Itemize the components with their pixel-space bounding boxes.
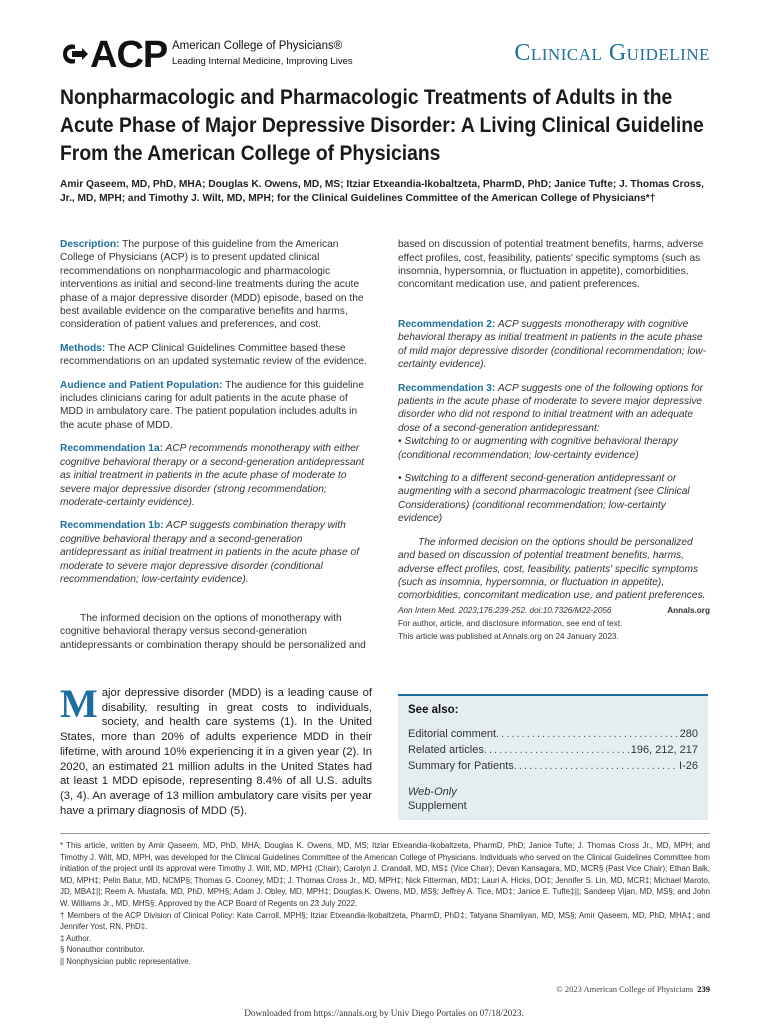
recommendation-2 bbox=[398, 318, 710, 372]
rec2-label: Recommendation 2: bbox=[398, 319, 496, 330]
audience-text: The audience for this guideline includes clinicians caring for adult patients in the acute phase of MDD in ambulatory care. The patient population includes adults in the acute phase of MDD. bbox=[60, 379, 364, 431]
abstract-right-recs bbox=[398, 318, 710, 613]
rec1b-label: Recommendation 1b: bbox=[60, 520, 164, 532]
footnote-divider bbox=[60, 833, 710, 834]
org-name: American College of Physicians® bbox=[172, 40, 343, 52]
citation-row bbox=[398, 604, 710, 617]
abstract-methods bbox=[60, 342, 370, 369]
methods-label: Methods: bbox=[60, 342, 106, 354]
article-title: Nonpharmacologic and Pharmacologic Treatments of Adults in the Acute Phase of Major Depressive Disorder: A Living Clinical Guideline From the American College of Physicians bbox=[60, 86, 704, 165]
see-also-label: Summary for Patients bbox=[408, 760, 514, 772]
page-number: 239 bbox=[697, 984, 710, 994]
see-also-item[interactable] bbox=[408, 744, 698, 756]
audience-label: Audience and Patient Population: bbox=[60, 379, 223, 391]
org-tagline: Leading Internal Medicine, Improving Lives bbox=[172, 56, 353, 67]
description-label: Description: bbox=[60, 239, 120, 250]
see-also-item[interactable] bbox=[408, 760, 698, 772]
footnote: ‡ Author. bbox=[60, 933, 92, 943]
rec1b-note-part1 bbox=[60, 612, 370, 652]
abstract-audience bbox=[60, 379, 370, 433]
abstract-description bbox=[60, 238, 370, 332]
body-intro bbox=[60, 681, 372, 818]
disclosure-info: For author, article, and disclosure information, see end of text. bbox=[398, 619, 623, 628]
logo-acp-text: ACP bbox=[90, 34, 168, 76]
rec1a-label: Recommendation 1a: bbox=[60, 443, 164, 455]
citation: Ann Intern Med. 2023;176:239-252. doi:10.7326/M22-2056 bbox=[398, 606, 612, 615]
rec3-note: The informed decision on the options should be personalized and based on discussion of potential treatment benefits, harms, adverse effect profiles, cost, feasibility, patients' specific symptoms (such as insomnia, hypersomnia, or fluctuation in appetite), comorbidities, concomitant medication use, and patient preferences. bbox=[398, 536, 706, 602]
rec1a-text: ACP recommends monotherapy with either cognitive behavioral therapy or a second-generation antidepressant as initial treatment in patients in the acute phase of moderate to severe major depressive disorder (strong recommendation; moderate-certainty evidence). bbox=[60, 443, 365, 508]
drop-cap: M bbox=[60, 681, 98, 726]
rec3-bullet-2: • Switching to a different second-generation antidepressant or augmenting with a second pharmacologic treatment (see Clinical Considerations) (conditional recommendation; low-certainty evidence) bbox=[398, 473, 690, 525]
description-text: The purpose of this guideline from the American College of Physicians (ACP) is to present updated clinical recommendations on nonpharmacologic and pharmacologic interventions as initial and second-line treatments during the acute phase of a major depressive disorder (MDD) episode, based on the best available evidence on the comparative benefits and harms, consideration of patient values and preferences, and cost. bbox=[60, 239, 364, 331]
copyright-line bbox=[556, 984, 710, 994]
recommendation-3 bbox=[398, 382, 710, 436]
footnote: || Nonphysician public representative. bbox=[60, 956, 191, 966]
see-also-item[interactable] bbox=[408, 728, 698, 740]
footnotes bbox=[60, 840, 710, 968]
rec3-text: ACP suggests one of the following options for patients in the acute phase of moderate to severe major depressive disorder who did not respond to initial treatment with an adequate dose of a second-generation antidepressant: bbox=[398, 382, 704, 434]
supplement-link[interactable]: Supplement bbox=[408, 800, 467, 812]
footnote: § Nonauthor contributor. bbox=[60, 945, 145, 955]
recommendation-1a bbox=[60, 442, 370, 509]
footnote: † Members of the ACP Division of Clinical Policy: Kate Carroll, MPH§; Itziar Etxeandia-Ikobaltzeta, PharmD, PhD‡; Tatyana Shamliyan, MD, MS§; Amir Qaseem, MD, PhD, MHA‡; and Jennifer Yost, RN, PhD‡. bbox=[60, 910, 710, 932]
rec3-label: Recommendation 3: bbox=[398, 382, 496, 394]
acp-logo-icon bbox=[60, 40, 90, 68]
section-tag: Clinical Guideline bbox=[514, 40, 710, 66]
download-notice: Downloaded from https://annals.org by Univ Diego Portales on 07/18/2023. bbox=[244, 1008, 524, 1018]
see-also-page: I-26 bbox=[679, 760, 698, 772]
see-also-label: Editorial comment bbox=[408, 728, 497, 740]
rec1b-note-part2 bbox=[398, 238, 710, 306]
abstract-left-column bbox=[60, 238, 370, 586]
methods-text: The ACP Clinical Guidelines Committee based these recommendations on an updated systematic review of the evidence. bbox=[60, 342, 367, 368]
rec1b-note-text: The informed decision on the options of monotherapy with cognitive behavioral therapy versus second-generation antidepressants or combination therapy should be personalized and bbox=[60, 613, 366, 651]
web-only-label: Web-Only bbox=[408, 786, 457, 798]
copyright-text: © 2023 American College of Physicians bbox=[556, 984, 694, 994]
acp-logo bbox=[60, 36, 360, 76]
see-also-heading: See also: bbox=[408, 704, 459, 716]
publication-note: This article was published at Annals.org on 24 January 2023. bbox=[398, 632, 619, 641]
recommendation-1b bbox=[60, 519, 370, 586]
rec1b-note-continued: based on discussion of potential treatment benefits, harms, adverse effect profiles, cost, feasibility, patients' specific symptoms (such as insomnia, hypersomnia, or fluctuation in appetite), comorbidities, concomitant medication use, and patient preferences. bbox=[398, 239, 704, 291]
article-meta bbox=[398, 604, 710, 643]
journal-site-link[interactable]: Annals.org bbox=[667, 606, 710, 615]
footnote: * This article, written by Amir Qaseem, MD, PhD, MHA; Douglas K. Owens, MD, MS; Itziar Etxeandia-Ikobaltzeta, PharmD, PhD; Janice Tufte; J. Thomas Cross Jr., MD, MPH; and Timothy J. Wilt, MD, MPH, was developed for the Clinical Guidelines Committee of the American College of Physicians. Individuals who served on the Clinical Guidelines Committee from initiation of the project until its approval were Timothy J. Wilt, MD, MPH‡ (Chair); Carolyn J. Crandall, MD, MS‡ (Vice Chair); Devan Kansagara, MD, MCR§ (Past Vice Chair); Ethan Balk, MD, MPH‡; Pelin Batur, MD, NCMP§; Thomas G. Cooney, MD‡; J. Thomas Cross Jr., MD, MPH‡; Nick Fitterman, MD‡; Lauri A. Hicks, DO‡; Jennifer S. Lin, MD, MCR‡; Michael Maroto, JD, MBA‡||; Reem A. Mustafa, MD, PhD, MPH§; Adam J. Obley, MD, MPH‡; Douglas K. Owens, MD, MS§; Jeffrey A. Tice, MD‡; Janice E. Tufte‡||; Sandeep Vijan, MD, MS§; and John W. Williams Jr., MD, MHS§. Approved by the ACP Board of Regents on 23 July 2022. bbox=[60, 841, 710, 908]
see-also-page: 196, 212, 217 bbox=[630, 744, 698, 756]
author-list: Amir Qaseem, MD, PhD, MHA; Douglas K. Owens, MD, MS; Itziar Etxeandia-Ikobaltzeta, PharmD, PhD; Janice Tufte; J. Thomas Cross, Jr., MD, MPH; and Timothy J. Wilt, MD, MPH; for the Clinical Guidelines Committee of the American College of Physicians*† bbox=[60, 179, 705, 204]
see-also-box bbox=[398, 694, 708, 820]
rec1b-text: ACP suggests combination therapy with cognitive behavioral therapy and a second-generation antidepressant as initial treatment in patients in the acute phase of moderate to severe major depressive disorder (conditional recommendation; low-certainty evidence). bbox=[60, 520, 360, 585]
rec2-text: ACP suggests monotherapy with cognitive behavioral therapy as initial treatment in patients in the acute phase of mild major depressive disorder (conditional recommendation; low-certainty evidence). bbox=[398, 319, 707, 371]
see-also-page: 280 bbox=[679, 728, 698, 740]
body-intro-text: ajor depressive disorder (MDD) is a leading cause of disability, resulting in great costs to individuals, society, and health care systems (1). In the United States, more than 20% of adults experience MDD in their lifetime, with around 10% experiencing it in a given year (2). In 2020, an estimated 21 million adults in the United States had at least 1 MDD episode, representing 8.4% of all U.S. adults (3, 4). An average of 13 million ambulatory care visits per year have a primary diagnosis of MDD (5). bbox=[60, 687, 372, 817]
rec3-bullet-1: • Switching to or augmenting with cognitive behavioral therapy (conditional recommendation; low-certainty evidence) bbox=[398, 436, 678, 461]
see-also-label: Related articles bbox=[408, 744, 484, 756]
